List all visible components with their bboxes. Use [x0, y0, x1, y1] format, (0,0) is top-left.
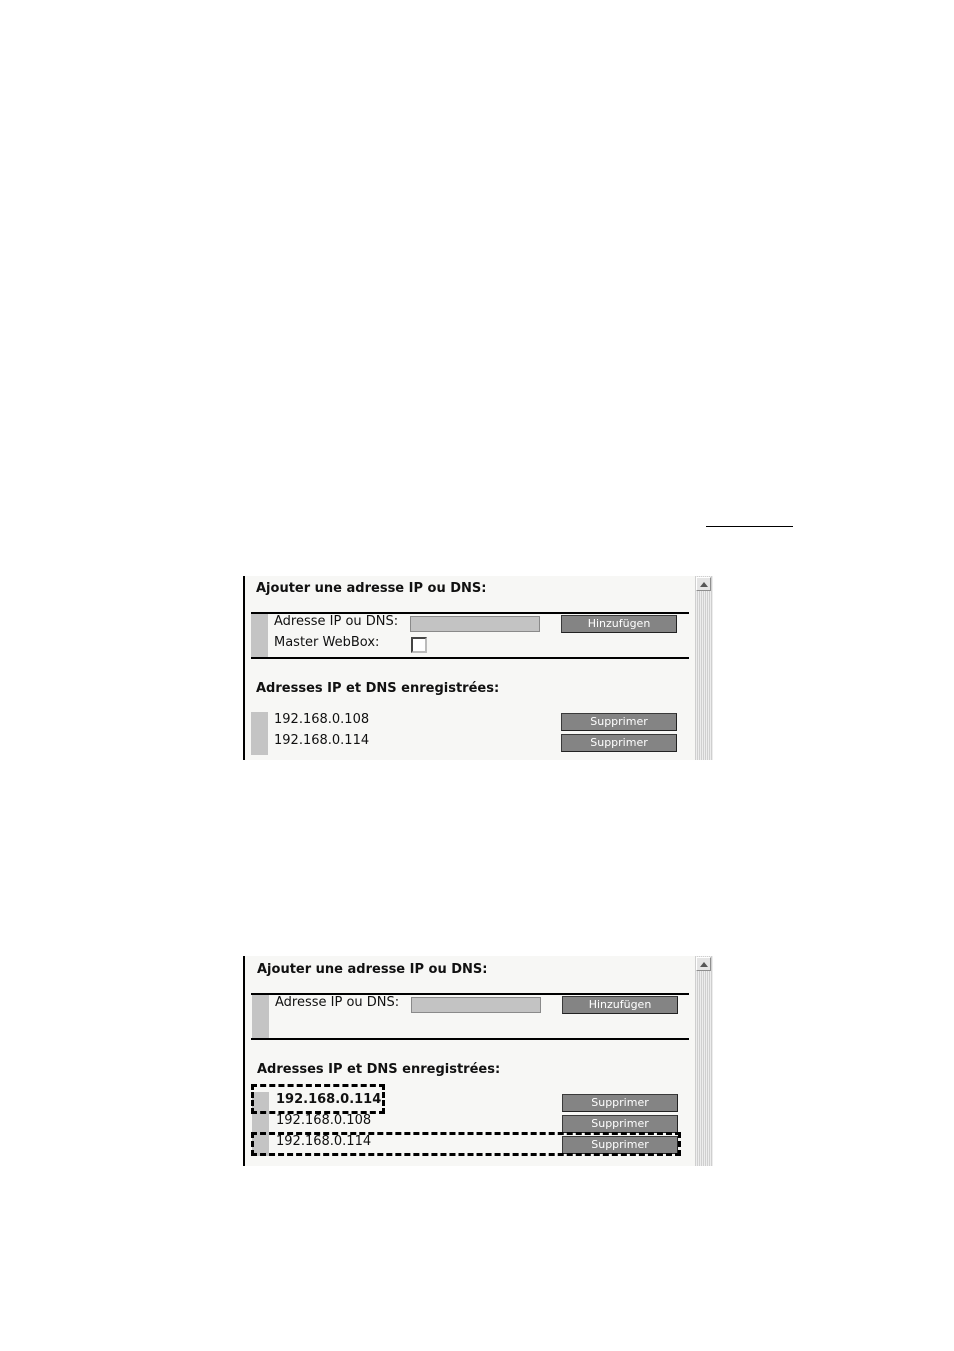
delete-button[interactable]: Supprimer [561, 734, 677, 752]
add-button[interactable]: Hinzufügen [562, 996, 678, 1014]
delete-button[interactable]: Supprimer [562, 1136, 678, 1154]
highlighted-address-entry: 192.168.0.114 [276, 1092, 382, 1107]
section-divider [251, 1038, 689, 1040]
saved-addresses-heading: Adresses IP et DNS enregistrées: [256, 681, 500, 696]
ip-dns-input[interactable] [410, 616, 540, 632]
address-entry: 192.168.0.114 [276, 1134, 372, 1149]
master-webbox-panel [243, 576, 713, 760]
add-address-heading: Ajouter une adresse IP ou DNS: [257, 962, 488, 977]
add-button[interactable]: Hinzufügen [561, 615, 677, 633]
address-entry: 192.168.0.108 [274, 712, 370, 727]
scroll-up-arrow-icon[interactable] [696, 577, 711, 591]
delete-button[interactable]: Supprimer [562, 1115, 678, 1133]
scroll-up-arrow-icon[interactable] [696, 957, 711, 971]
delete-button[interactable]: Supprimer [562, 1094, 678, 1112]
ip-dns-label: Adresse IP ou DNS: [275, 995, 400, 1010]
row-marker [252, 1092, 269, 1156]
ip-dns-input[interactable] [411, 997, 541, 1013]
address-entry: 192.168.0.108 [276, 1113, 372, 1128]
top-rule-line [706, 526, 793, 527]
row-marker [251, 712, 268, 755]
ip-dns-label: Adresse IP ou DNS: [274, 614, 399, 629]
address-list-panel [243, 956, 713, 1166]
section-divider [251, 657, 689, 659]
delete-button[interactable]: Supprimer [561, 713, 677, 731]
master-webbox-label: Master WebBox: [274, 635, 380, 650]
address-entry: 192.168.0.114 [274, 733, 370, 748]
vertical-scrollbar[interactable] [695, 576, 713, 760]
add-address-heading: Ajouter une adresse IP ou DNS: [256, 581, 487, 596]
row-marker [251, 614, 268, 658]
vertical-scrollbar[interactable] [695, 956, 713, 1166]
master-webbox-checkbox[interactable] [411, 637, 427, 653]
row-marker [252, 995, 269, 1038]
saved-addresses-heading: Adresses IP et DNS enregistrées: [257, 1062, 501, 1077]
